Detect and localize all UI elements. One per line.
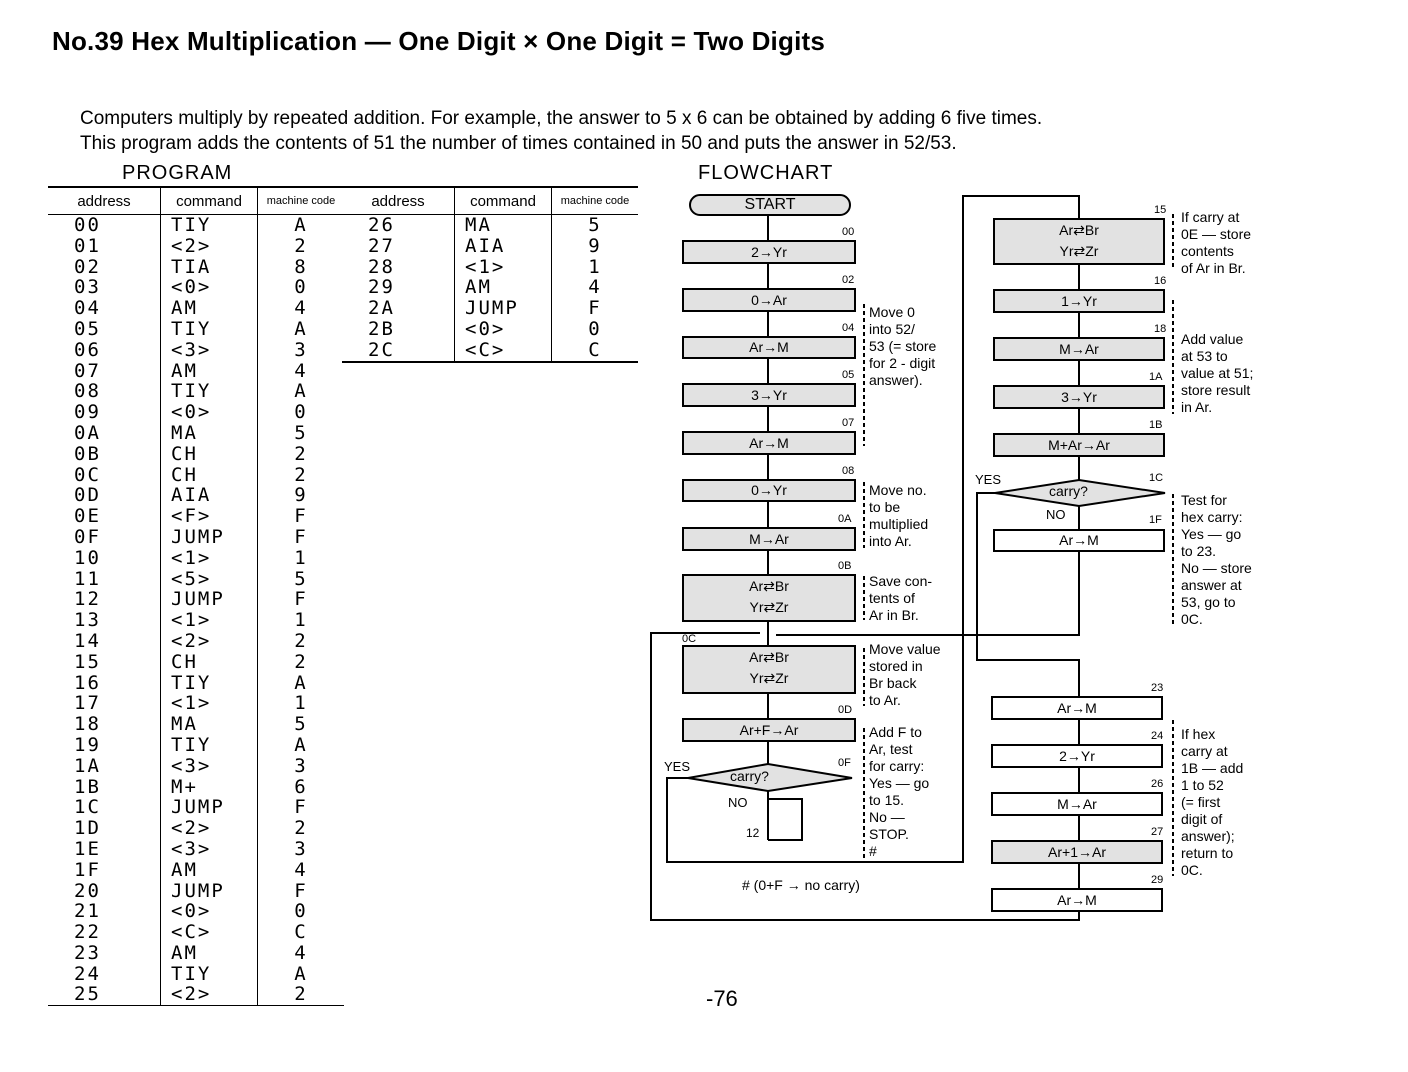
machine-code-cell: A [258,964,345,985]
intro-line-1: Computers multiply by repeated addition. For example, the answer to 5 x 6 can be obtained by adding 6 five times. [80,108,1043,129]
command-cell: <3> [161,756,258,777]
machine-code-cell: 3 [258,839,345,860]
flow-box-08: 0→Yr [682,479,856,502]
machine-code-cell: C [552,340,639,362]
machine-code-cell: 4 [552,277,639,298]
yes-label-right: YES [975,472,1002,487]
address-cell: 09 [74,401,101,424]
command-cell: TIY [161,215,258,236]
flow-box-0A: M→Ar [682,527,856,551]
addr-label: 05 [842,369,855,381]
command-cell: CH [161,652,258,673]
machine-code-cell: 0 [258,402,345,423]
command-cell: AIA [161,485,258,506]
flow-box-0C-line-1: Ar⇄Br [749,649,789,665]
machine-code-cell: 2 [258,465,345,486]
command-cell: AM [161,298,258,319]
page-title: No.39 Hex Multiplication — One Digit × One Digit = Two Digits [52,26,826,56]
no-label-right: NO [1046,507,1066,522]
col-machine-code: machine code [552,187,639,215]
address-cell: 1A [74,754,101,777]
command-cell: <5> [161,569,258,590]
flow-box-1B: M+Ar→Ar [993,433,1165,457]
address-cell: 16 [74,671,101,694]
machine-code-cell: 4 [258,943,345,964]
address-cell: 19 [74,733,101,756]
command-cell: TIY [161,673,258,694]
yes-label-left: YES [664,759,691,774]
machine-code-cell: 2 [258,631,345,652]
col-command: command [455,187,552,215]
command-cell: M+ [161,777,258,798]
addr-label: 1C [1149,472,1164,484]
command-cell: <2> [161,984,258,1005]
address-cell: 12 [74,588,101,611]
address-cell: 2B [368,317,395,340]
addr-label: 0C [682,633,697,645]
command-cell: <C> [455,340,552,362]
address-cell: 28 [368,255,395,278]
address-cell: 0F [74,525,101,548]
addr-label: 0A [838,513,852,525]
address-cell: 20 [74,879,101,902]
address-cell: 15 [74,650,101,673]
command-cell: MA [455,215,552,236]
command-cell: TIY [161,735,258,756]
addr-label: 0D [838,704,853,716]
note-if-carry: If carry at 0E — store contents of Ar in Br. [1181,209,1252,276]
command-cell: TIY [161,964,258,985]
address-cell: 08 [74,380,101,403]
addr-label: 04 [842,322,855,334]
machine-code-cell: A [258,673,345,694]
addr-label: 15 [1154,204,1167,216]
command-cell: <0> [161,277,258,298]
machine-code-cell: A [258,319,345,340]
address-cell: 04 [74,297,101,320]
command-cell: JUMP [161,527,258,548]
command-cell: <2> [161,631,258,652]
command-cell: TIA [161,257,258,278]
machine-code-cell: 5 [552,215,639,236]
flow-box-27: Ar+1→Ar [991,840,1163,864]
machine-code-cell: C [258,922,345,943]
command-cell: <2> [161,236,258,257]
machine-code-cell: 4 [258,361,345,382]
machine-code-cell: 1 [258,610,345,631]
flow-box-15 [993,218,1165,265]
machine-code-cell: F [258,881,345,902]
machine-code-cell: 0 [258,901,345,922]
machine-code-cell: 5 [258,714,345,735]
note-move-no: Move no. to be multiplied into Ar. [869,482,929,549]
col-address: address [48,187,161,215]
addr-label: 23 [1151,682,1164,694]
command-cell: <0> [455,319,552,340]
note-move-0: Move 0 into 52/ 53 (= store for 2 - digit answer). [869,304,937,388]
address-cell: 1D [74,817,101,840]
command-cell: <0> [161,402,258,423]
machine-code-cell: F [552,298,639,319]
address-cell: 17 [74,692,101,715]
flow-diamond-0F-label: carry? [730,768,769,784]
flow-start: START [689,194,851,216]
machine-code-cell: 5 [258,423,345,444]
machine-code-cell: 1 [552,257,639,278]
address-cell: 25 [48,984,161,1005]
address-cell: 0A [74,421,101,444]
machine-code-cell: F [258,589,345,610]
no-label-left: NO [728,795,748,810]
command-cell: AM [161,943,258,964]
flow-box-0B-line-1: Ar⇄Br [749,578,789,594]
col-machine-code: machine code [258,187,345,215]
addr-label: 29 [1151,874,1164,886]
machine-code-cell: F [258,797,345,818]
address-cell: 23 [74,941,101,964]
command-cell: JUMP [161,797,258,818]
address-cell: 0E [74,505,101,528]
address-cell: 06 [74,338,101,361]
machine-code-cell: 2 [258,818,345,839]
flow-box-04: Ar→M [682,336,856,359]
address-cell: 2A [368,297,395,320]
machine-code-cell: A [258,735,345,756]
flow-box-0C [682,645,856,694]
addr-label: 08 [842,465,855,477]
command-cell: <0> [161,901,258,922]
address-cell: 26 [368,214,395,236]
address-cell: 00 [74,214,101,236]
note-add-f: Add F to Ar, test for carry: Yes — go to 15. No — STOP. # [869,724,930,859]
machine-code-cell: 1 [258,693,345,714]
command-cell: <3> [161,340,258,361]
command-cell: <1> [161,693,258,714]
addr-label: 0F [838,757,851,769]
machine-code-cell: 6 [258,777,345,798]
command-cell: AM [161,361,258,382]
flow-box-00: 2→Yr [682,240,856,264]
addr-label: 26 [1151,778,1164,790]
flow-diamond-1C-label: carry? [1049,483,1088,499]
addr-label: 1F [1149,514,1162,526]
flow-box-23: Ar→M [991,696,1163,720]
machine-code-cell: 9 [552,236,639,257]
machine-code-cell: 2 [258,236,345,257]
machine-code-cell: 2 [258,444,345,465]
program-heading: PROGRAM [122,162,233,184]
command-cell: TIY [161,319,258,340]
flow-box-0D: Ar+F→Ar [682,718,856,742]
flow-box-15-line-2: Yr⇄Zr [1059,243,1099,259]
address-cell: 14 [74,629,101,652]
command-cell: AIA [455,236,552,257]
address-cell: 1B [74,775,101,798]
command-cell: AM [161,860,258,881]
machine-code-cell: 9 [258,485,345,506]
col-address: address [342,187,455,215]
machine-code-cell: 0 [552,319,639,340]
machine-code-cell: F [258,506,345,527]
flow-box-1A: 3→Yr [993,385,1165,409]
address-cell: 1C [74,796,101,819]
machine-code-cell: 3 [258,340,345,361]
machine-code-cell: 4 [258,298,345,319]
command-cell: MA [161,714,258,735]
address-cell: 27 [368,234,395,257]
address-cell: 29 [368,276,395,299]
address-cell: 2C [342,340,455,362]
machine-code-cell: 3 [258,756,345,777]
address-cell: 0C [74,463,101,486]
addr-label: 02 [842,274,855,286]
address-cell: 02 [74,255,101,278]
address-cell: 07 [74,359,101,382]
machine-code-cell: F [258,527,345,548]
address-cell: 18 [74,713,101,736]
command-cell: <C> [161,922,258,943]
address-cell: 01 [74,234,101,257]
address-cell: 0B [74,442,101,465]
command-cell: CH [161,444,258,465]
addr-label: 1B [1149,419,1163,431]
address-cell: 10 [74,546,101,569]
command-cell: <F> [161,506,258,527]
flow-box-18: M→Ar [993,337,1165,361]
machine-code-cell: 8 [258,257,345,278]
note-save-contents: Save con- tents of Ar in Br. [869,573,933,623]
address-cell: 03 [74,276,101,299]
address-cell: 1E [74,837,101,860]
note-move-value: Move value stored in Br back to Ar. [869,641,941,708]
note-if-hex-carry: If hex carry at 1B — add 1 to 52 (= first digit of answer); return to 0C. [1181,726,1244,878]
machine-code-cell: 5 [258,569,345,590]
page-number: -76 [706,986,738,1011]
flow-box-24: 2→Yr [991,744,1163,768]
address-cell: 13 [74,609,101,632]
flowchart-heading: FLOWCHART [698,162,834,184]
addr-label: 1A [1149,371,1163,383]
address-cell: 1F [74,858,101,881]
addr-label: 00 [842,226,855,238]
machine-code-cell: 2 [258,984,345,1005]
machine-code-cell: 1 [258,548,345,569]
address-cell: 05 [74,317,101,340]
command-cell: JUMP [161,881,258,902]
flow-box-0B-line-2: Yr⇄Zr [749,599,789,615]
command-cell: JUMP [455,298,552,319]
flow-box-07: Ar→M [682,431,856,455]
command-cell: TIY [161,381,258,402]
flow-box-0B [682,574,856,622]
col-command: command [161,187,258,215]
intro-line-2: This program adds the contents of 51 the number of times contained in 50 and puts the answer in 52/53. [80,133,957,154]
flow-box-26: M→Ar [991,792,1163,816]
flow-box-02: 0→Ar [682,288,856,312]
flow-box-05: 3→Yr [682,383,856,407]
flow-box-29: Ar→M [991,888,1163,912]
machine-code-cell: 4 [258,860,345,881]
addr-label: 16 [1154,275,1167,287]
address-cell: 0D [74,484,101,507]
machine-code-cell: A [258,215,345,236]
note-test-hex-carry: Test for hex carry: Yes — go to 23. No — store answer at 53, go to 0C. [1181,492,1252,627]
command-cell: CH [161,465,258,486]
flow-box-15-line-1: Ar⇄Br [1059,222,1099,238]
command-cell: <1> [161,610,258,631]
address-cell: 21 [74,900,101,923]
footnote: # (0+F → no carry) [742,877,860,893]
address-cell: 11 [74,567,101,590]
flow-box-16: 1→Yr [993,289,1165,313]
command-cell: AM [455,277,552,298]
note-add-value: Add value at 53 to value at 51; store result in Ar. [1181,331,1254,415]
flow-box-1F: Ar→M [993,529,1165,552]
addr-label: 0B [838,560,852,572]
addr-label: 18 [1154,323,1167,335]
machine-code-cell: 2 [258,652,345,673]
addr-label: 24 [1151,730,1164,742]
machine-code-cell: 0 [258,277,345,298]
address-cell: 22 [74,921,101,944]
command-cell: <3> [161,839,258,860]
flow-box-0C-line-2: Yr⇄Zr [749,670,789,686]
addr-label: 27 [1151,826,1164,838]
command-cell: <1> [161,548,258,569]
address-cell: 24 [74,962,101,985]
command-cell: <2> [161,818,258,839]
command-cell: <1> [455,257,552,278]
command-cell: JUMP [161,589,258,610]
addr-label: 07 [842,417,855,429]
addr-label-stop: 12 [746,826,760,840]
command-cell: MA [161,423,258,444]
machine-code-cell: A [258,381,345,402]
